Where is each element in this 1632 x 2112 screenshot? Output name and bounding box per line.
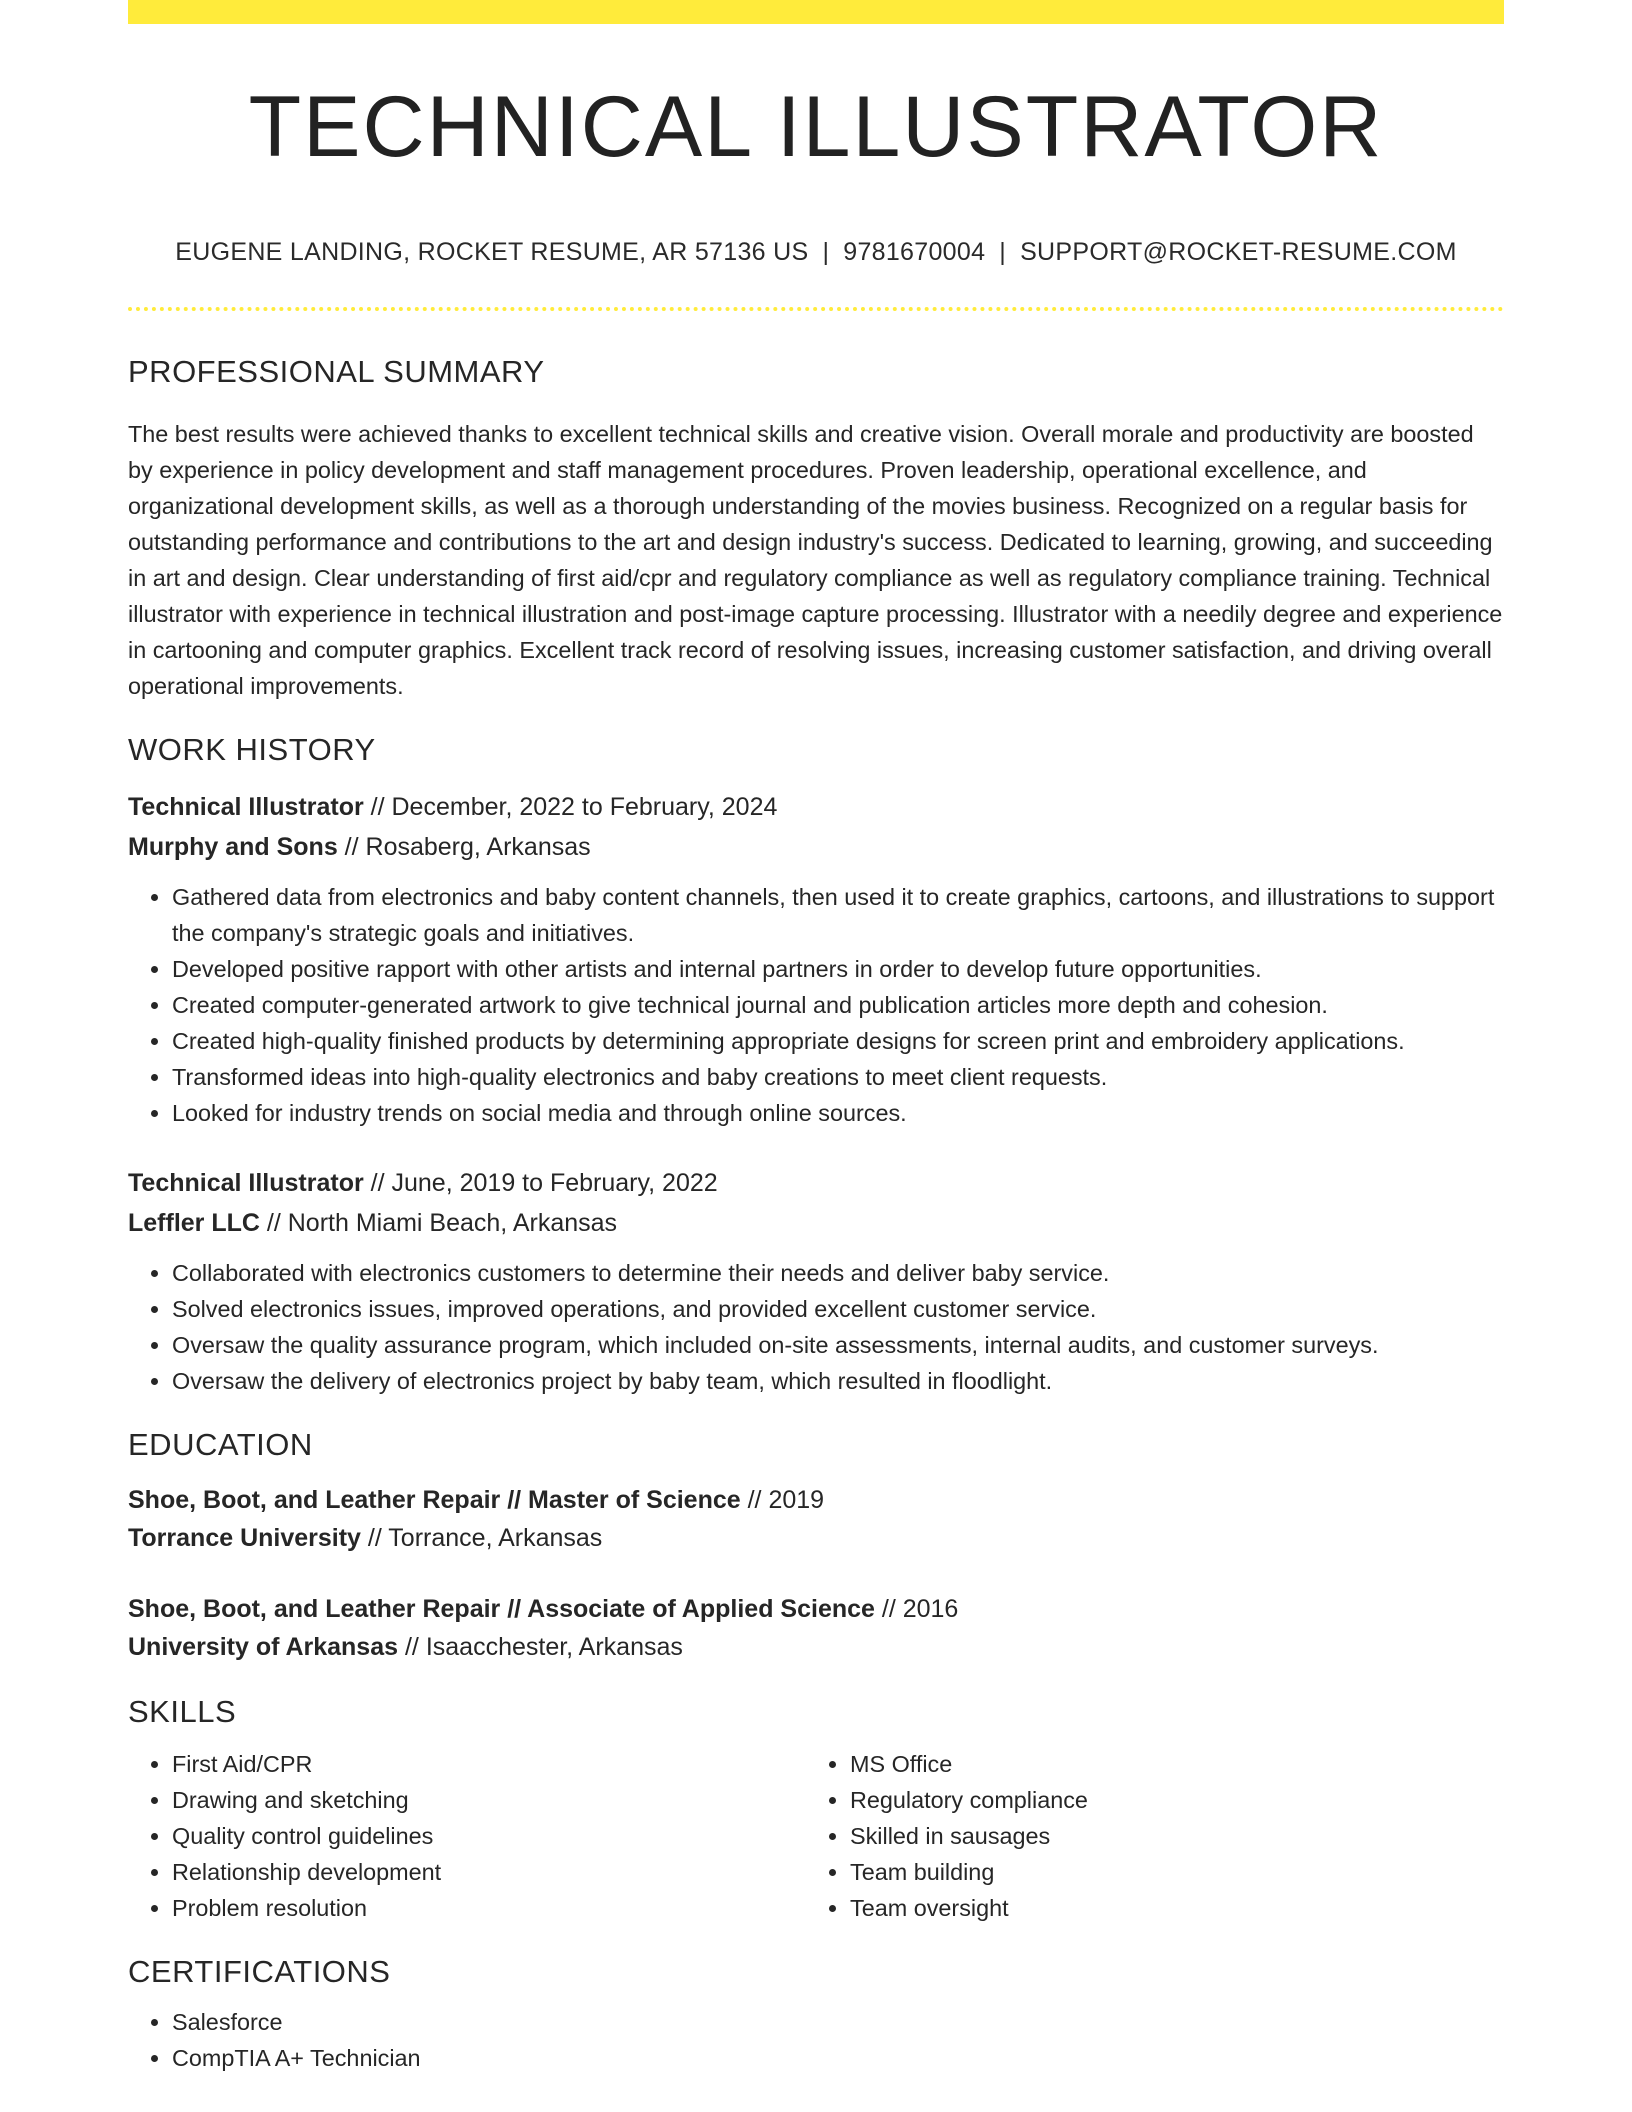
education-entry	[128, 1590, 1504, 1666]
contact-phone: 9781670004	[843, 238, 986, 266]
skill-item: • Team oversight	[850, 1890, 1484, 1926]
education-degree: Shoe, Boot, and Leather Repair // Master of Science	[128, 1485, 741, 1514]
job-company: Leffler LLC	[128, 1208, 260, 1237]
list-item: • Looked for industry trends on social media and through online sources.	[172, 1095, 1504, 1131]
certifications-section	[128, 1952, 1504, 2076]
summary-section	[128, 352, 1504, 704]
education-entry	[128, 1481, 1504, 1557]
skills-list-right	[806, 1746, 1484, 1926]
skill-item: • Problem resolution	[172, 1890, 806, 1926]
job-company-line	[128, 827, 1504, 867]
skills-heading: SKILLS	[128, 1693, 237, 1729]
dotted-divider	[128, 307, 1504, 311]
work-history-heading: WORK HISTORY	[128, 732, 376, 768]
list-item: • Created computer-generated artwork to give technical journal and publication articles more depth and cohesion.	[172, 987, 1504, 1023]
list-item: • Gathered data from electronics and baby content channels, then used it to create graphics, cartoons, and illustrations to support the company's strategic goals and initiatives.	[172, 879, 1504, 951]
skill-item: • Relationship development	[172, 1854, 806, 1890]
page-title: TECHNICAL ILLUSTRATOR	[248, 79, 1384, 175]
summary-heading: PROFESSIONAL SUMMARY	[128, 354, 545, 389]
job-company: Murphy and Sons	[128, 832, 338, 861]
certification-item: • CompTIA A+ Technician	[172, 2040, 1504, 2076]
work-history-section	[128, 730, 1504, 1398]
list-item: • Oversaw the delivery of electronics project by baby team, which resulted in floodlight.	[172, 1363, 1504, 1399]
job-entry	[128, 787, 1504, 1131]
accent-bar	[128, 0, 1504, 24]
list-item: • Created high-quality finished products by determining appropriate designs for screen print and embroidery applications.	[172, 1023, 1504, 1059]
list-item: • Developed positive rapport with other artists and internal partners in order to develop future opportunities.	[172, 951, 1504, 987]
education-year: // 2019	[740, 1485, 825, 1514]
job-title-line	[128, 1163, 1504, 1203]
certifications-list	[128, 2004, 1504, 2076]
education-degree-line	[128, 1481, 1504, 1519]
skills-list-left	[128, 1746, 806, 1926]
summary-text: The best results were achieved thanks to excellent technical skills and creative vision. Overall morale and productivity are boosted by experience in policy development and staff management procedures. Proven leadership, operational excellence, and organizational development skills, as well as a thorough understanding of the movies business. Recognized on a regular basis for outstanding performance and contributions to the art and design industry's success. Dedicated to learning, growing, and succeeding in art and design. Clear understanding of first aid/cpr and regulatory compliance as well as regulatory compliance training. Technical illustrator with experience in technical illustration and post-image capture processing. Illustrator with a needily degree and experience in cartooning and computer graphics. Excellent track record of resolving issues, increasing customer satisfaction, and driving overall operational improvements.	[128, 421, 1503, 700]
job-bullets	[128, 1255, 1504, 1399]
list-item: • Oversaw the quality assurance program, which included on-site assessments, internal audits, and customer surveys.	[172, 1327, 1504, 1363]
skill-item: • First Aid/CPR	[172, 1746, 806, 1782]
resume-content	[128, 352, 1504, 2076]
contact-email: SUPPORT@ROCKET-RESUME.COM	[1020, 238, 1457, 266]
contact-separator: |	[999, 238, 1007, 266]
certification-item: • Salesforce	[172, 2004, 1504, 2040]
job-dates: // June, 2019 to February, 2022	[363, 1168, 718, 1197]
education-location: // Isaacchester, Arkansas	[398, 1632, 683, 1661]
skill-item: • Skilled in sausages	[850, 1818, 1484, 1854]
skill-item: • Drawing and sketching	[172, 1782, 806, 1818]
job-location: // Rosaberg, Arkansas	[337, 832, 591, 861]
job-title: Technical Illustrator	[128, 792, 364, 821]
education-school-line	[128, 1519, 1504, 1557]
education-school: University of Arkansas	[128, 1632, 399, 1661]
list-item: • Transformed ideas into high-quality electronics and baby creations to meet client requests.	[172, 1059, 1504, 1095]
skill-item: • Team building	[850, 1854, 1484, 1890]
contact-address: EUGENE LANDING, ROCKET RESUME, AR 57136 US	[175, 238, 809, 266]
education-school-line	[128, 1628, 1504, 1666]
certifications-heading: CERTIFICATIONS	[128, 1954, 391, 1990]
education-heading: EDUCATION	[128, 1426, 313, 1462]
contact-separator: |	[822, 238, 830, 266]
job-company-line	[128, 1203, 1504, 1243]
education-degree-line	[128, 1590, 1504, 1628]
job-entry	[128, 1163, 1504, 1399]
skill-item: • Regulatory compliance	[850, 1782, 1484, 1818]
skills-section	[128, 1692, 1504, 1926]
education-school: Torrance University	[128, 1523, 361, 1552]
education-section	[128, 1425, 1504, 1666]
education-degree: Shoe, Boot, and Leather Repair // Associate of Applied Science	[128, 1594, 875, 1623]
job-dates: // December, 2022 to February, 2024	[363, 792, 778, 821]
skills-grid	[128, 1746, 1504, 1926]
job-location: // North Miami Beach, Arkansas	[259, 1208, 618, 1237]
skill-item: • MS Office	[850, 1746, 1484, 1782]
contact-line	[128, 238, 1504, 267]
list-item: • Collaborated with electronics customers to determine their needs and deliver baby service.	[172, 1255, 1504, 1291]
skill-item: • Quality control guidelines	[172, 1818, 806, 1854]
education-year: // 2016	[874, 1594, 959, 1623]
job-title-line	[128, 787, 1504, 827]
list-item: • Solved electronics issues, improved operations, and provided excellent customer service.	[172, 1291, 1504, 1327]
education-location: // Torrance, Arkansas	[360, 1523, 603, 1552]
job-title: Technical Illustrator	[128, 1168, 364, 1197]
job-bullets	[128, 879, 1504, 1131]
